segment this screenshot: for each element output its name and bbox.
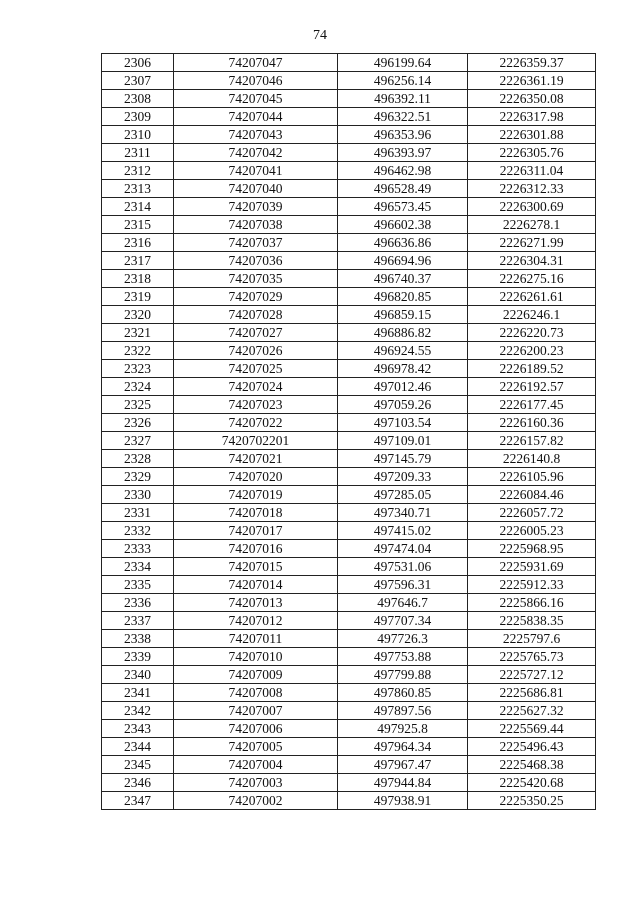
x-coordinate-cell: 497753.88 — [338, 648, 468, 666]
y-coordinate-cell: 2225931.69 — [468, 558, 596, 576]
point-id-cell: 74207005 — [174, 738, 338, 756]
point-id-cell: 74207019 — [174, 486, 338, 504]
row-number-cell: 2338 — [102, 630, 174, 648]
y-coordinate-cell: 2225838.35 — [468, 612, 596, 630]
row-number-cell: 2306 — [102, 54, 174, 72]
x-coordinate-cell: 496859.15 — [338, 306, 468, 324]
point-id-cell: 74207044 — [174, 108, 338, 126]
y-coordinate-cell: 2225797.6 — [468, 630, 596, 648]
table-row — [102, 108, 596, 126]
y-coordinate-cell: 2225420.68 — [468, 774, 596, 792]
coordinates-table-body — [102, 54, 596, 810]
table-row — [102, 504, 596, 522]
table-row — [102, 702, 596, 720]
y-coordinate-cell: 2226312.33 — [468, 180, 596, 198]
x-coordinate-cell: 497474.04 — [338, 540, 468, 558]
x-coordinate-cell: 497925.8 — [338, 720, 468, 738]
y-coordinate-cell: 2225727.12 — [468, 666, 596, 684]
y-coordinate-cell: 2226304.31 — [468, 252, 596, 270]
y-coordinate-cell: 2226105.96 — [468, 468, 596, 486]
y-coordinate-cell: 2226361.19 — [468, 72, 596, 90]
point-id-cell: 74207020 — [174, 468, 338, 486]
table-row — [102, 450, 596, 468]
x-coordinate-cell: 497726.3 — [338, 630, 468, 648]
row-number-cell: 2315 — [102, 216, 174, 234]
row-number-cell: 2329 — [102, 468, 174, 486]
y-coordinate-cell: 2225912.33 — [468, 576, 596, 594]
y-coordinate-cell: 2226275.16 — [468, 270, 596, 288]
y-coordinate-cell: 2226220.73 — [468, 324, 596, 342]
point-id-cell: 74207028 — [174, 306, 338, 324]
table-row — [102, 486, 596, 504]
row-number-cell: 2331 — [102, 504, 174, 522]
table-row — [102, 162, 596, 180]
table-row — [102, 54, 596, 72]
row-number-cell: 2310 — [102, 126, 174, 144]
x-coordinate-cell: 497799.88 — [338, 666, 468, 684]
row-number-cell: 2341 — [102, 684, 174, 702]
row-number-cell: 2345 — [102, 756, 174, 774]
row-number-cell: 2326 — [102, 414, 174, 432]
table-row — [102, 270, 596, 288]
y-coordinate-cell: 2226192.57 — [468, 378, 596, 396]
y-coordinate-cell: 2226350.08 — [468, 90, 596, 108]
point-id-cell: 74207021 — [174, 450, 338, 468]
point-id-cell: 74207037 — [174, 234, 338, 252]
point-id-cell: 74207027 — [174, 324, 338, 342]
point-id-cell: 74207045 — [174, 90, 338, 108]
table-row — [102, 324, 596, 342]
table-row — [102, 720, 596, 738]
y-coordinate-cell: 2225468.38 — [468, 756, 596, 774]
point-id-cell: 74207002 — [174, 792, 338, 810]
table-row — [102, 72, 596, 90]
x-coordinate-cell: 496636.86 — [338, 234, 468, 252]
x-coordinate-cell: 497707.34 — [338, 612, 468, 630]
x-coordinate-cell: 497860.85 — [338, 684, 468, 702]
x-coordinate-cell: 496392.11 — [338, 90, 468, 108]
point-id-cell: 74207041 — [174, 162, 338, 180]
table-row — [102, 144, 596, 162]
y-coordinate-cell: 2226140.8 — [468, 450, 596, 468]
y-coordinate-cell: 2226189.52 — [468, 360, 596, 378]
y-coordinate-cell: 2226301.88 — [468, 126, 596, 144]
point-id-cell: 7420702201 — [174, 432, 338, 450]
table-row — [102, 540, 596, 558]
table-row — [102, 792, 596, 810]
point-id-cell: 74207008 — [174, 684, 338, 702]
row-number-cell: 2346 — [102, 774, 174, 792]
y-coordinate-cell: 2226359.37 — [468, 54, 596, 72]
y-coordinate-cell: 2226300.69 — [468, 198, 596, 216]
y-coordinate-cell: 2225350.25 — [468, 792, 596, 810]
x-coordinate-cell: 496393.97 — [338, 144, 468, 162]
point-id-cell: 74207012 — [174, 612, 338, 630]
y-coordinate-cell: 2226200.23 — [468, 342, 596, 360]
row-number-cell: 2344 — [102, 738, 174, 756]
x-coordinate-cell: 497938.91 — [338, 792, 468, 810]
x-coordinate-cell: 496978.42 — [338, 360, 468, 378]
y-coordinate-cell: 2225496.43 — [468, 738, 596, 756]
x-coordinate-cell: 497897.56 — [338, 702, 468, 720]
table-row — [102, 648, 596, 666]
table-row — [102, 288, 596, 306]
point-id-cell: 74207014 — [174, 576, 338, 594]
row-number-cell: 2319 — [102, 288, 174, 306]
point-id-cell: 74207025 — [174, 360, 338, 378]
table-row — [102, 180, 596, 198]
point-id-cell: 74207017 — [174, 522, 338, 540]
point-id-cell: 74207009 — [174, 666, 338, 684]
row-number-cell: 2339 — [102, 648, 174, 666]
x-coordinate-cell: 496820.85 — [338, 288, 468, 306]
x-coordinate-cell: 496199.64 — [338, 54, 468, 72]
y-coordinate-cell: 2226157.82 — [468, 432, 596, 450]
x-coordinate-cell: 497415.02 — [338, 522, 468, 540]
row-number-cell: 2327 — [102, 432, 174, 450]
y-coordinate-cell: 2225765.73 — [468, 648, 596, 666]
table-row — [102, 216, 596, 234]
row-number-cell: 2317 — [102, 252, 174, 270]
x-coordinate-cell: 497646.7 — [338, 594, 468, 612]
table-row — [102, 90, 596, 108]
coordinates-table — [101, 53, 596, 810]
point-id-cell: 74207007 — [174, 702, 338, 720]
row-number-cell: 2334 — [102, 558, 174, 576]
point-id-cell: 74207022 — [174, 414, 338, 432]
row-number-cell: 2342 — [102, 702, 174, 720]
row-number-cell: 2333 — [102, 540, 174, 558]
x-coordinate-cell: 497967.47 — [338, 756, 468, 774]
row-number-cell: 2337 — [102, 612, 174, 630]
row-number-cell: 2313 — [102, 180, 174, 198]
row-number-cell: 2316 — [102, 234, 174, 252]
point-id-cell: 74207011 — [174, 630, 338, 648]
table-row — [102, 576, 596, 594]
point-id-cell: 74207003 — [174, 774, 338, 792]
x-coordinate-cell: 497209.33 — [338, 468, 468, 486]
x-coordinate-cell: 496573.45 — [338, 198, 468, 216]
x-coordinate-cell: 496886.82 — [338, 324, 468, 342]
table-row — [102, 306, 596, 324]
y-coordinate-cell: 2226005.23 — [468, 522, 596, 540]
point-id-cell: 74207015 — [174, 558, 338, 576]
x-coordinate-cell: 496322.51 — [338, 108, 468, 126]
x-coordinate-cell: 497964.34 — [338, 738, 468, 756]
x-coordinate-cell: 497944.84 — [338, 774, 468, 792]
row-number-cell: 2336 — [102, 594, 174, 612]
y-coordinate-cell: 2225866.16 — [468, 594, 596, 612]
table-row — [102, 252, 596, 270]
point-id-cell: 74207023 — [174, 396, 338, 414]
row-number-cell: 2324 — [102, 378, 174, 396]
point-id-cell: 74207038 — [174, 216, 338, 234]
y-coordinate-cell: 2226177.45 — [468, 396, 596, 414]
table-row — [102, 522, 596, 540]
point-id-cell: 74207046 — [174, 72, 338, 90]
row-number-cell: 2320 — [102, 306, 174, 324]
page-number: 74 — [313, 28, 327, 43]
point-id-cell: 74207024 — [174, 378, 338, 396]
row-number-cell: 2340 — [102, 666, 174, 684]
point-id-cell: 74207004 — [174, 756, 338, 774]
table-row — [102, 558, 596, 576]
table-row — [102, 342, 596, 360]
table-row — [102, 468, 596, 486]
x-coordinate-cell: 497531.06 — [338, 558, 468, 576]
row-number-cell: 2323 — [102, 360, 174, 378]
x-coordinate-cell: 497012.46 — [338, 378, 468, 396]
row-number-cell: 2318 — [102, 270, 174, 288]
x-coordinate-cell: 497285.05 — [338, 486, 468, 504]
table-row — [102, 432, 596, 450]
x-coordinate-cell: 497145.79 — [338, 450, 468, 468]
row-number-cell: 2335 — [102, 576, 174, 594]
point-id-cell: 74207018 — [174, 504, 338, 522]
row-number-cell: 2307 — [102, 72, 174, 90]
x-coordinate-cell: 497059.26 — [338, 396, 468, 414]
x-coordinate-cell: 496353.96 — [338, 126, 468, 144]
x-coordinate-cell: 496528.49 — [338, 180, 468, 198]
x-coordinate-cell: 496694.96 — [338, 252, 468, 270]
point-id-cell: 74207039 — [174, 198, 338, 216]
table-row — [102, 756, 596, 774]
y-coordinate-cell: 2225627.32 — [468, 702, 596, 720]
table-row — [102, 126, 596, 144]
row-number-cell: 2332 — [102, 522, 174, 540]
point-id-cell: 74207040 — [174, 180, 338, 198]
x-coordinate-cell: 496740.37 — [338, 270, 468, 288]
point-id-cell: 74207016 — [174, 540, 338, 558]
row-number-cell: 2314 — [102, 198, 174, 216]
point-id-cell: 74207029 — [174, 288, 338, 306]
point-id-cell: 74207047 — [174, 54, 338, 72]
table-row — [102, 684, 596, 702]
row-number-cell: 2328 — [102, 450, 174, 468]
row-number-cell: 2347 — [102, 792, 174, 810]
x-coordinate-cell: 497109.01 — [338, 432, 468, 450]
y-coordinate-cell: 2226261.61 — [468, 288, 596, 306]
y-coordinate-cell: 2225686.81 — [468, 684, 596, 702]
table-row — [102, 630, 596, 648]
row-number-cell: 2312 — [102, 162, 174, 180]
y-coordinate-cell: 2226084.46 — [468, 486, 596, 504]
table-row — [102, 198, 596, 216]
point-id-cell: 74207026 — [174, 342, 338, 360]
y-coordinate-cell: 2226278.1 — [468, 216, 596, 234]
y-coordinate-cell: 2226311.04 — [468, 162, 596, 180]
x-coordinate-cell: 497340.71 — [338, 504, 468, 522]
table-row — [102, 774, 596, 792]
row-number-cell: 2308 — [102, 90, 174, 108]
y-coordinate-cell: 2226271.99 — [468, 234, 596, 252]
x-coordinate-cell: 497596.31 — [338, 576, 468, 594]
y-coordinate-cell: 2226057.72 — [468, 504, 596, 522]
table-row — [102, 378, 596, 396]
y-coordinate-cell: 2225569.44 — [468, 720, 596, 738]
table-row — [102, 738, 596, 756]
table-row — [102, 666, 596, 684]
point-id-cell: 74207035 — [174, 270, 338, 288]
point-id-cell: 74207036 — [174, 252, 338, 270]
y-coordinate-cell: 2226246.1 — [468, 306, 596, 324]
table-row — [102, 396, 596, 414]
row-number-cell: 2322 — [102, 342, 174, 360]
table-row — [102, 594, 596, 612]
table-row — [102, 234, 596, 252]
row-number-cell: 2311 — [102, 144, 174, 162]
row-number-cell: 2343 — [102, 720, 174, 738]
row-number-cell: 2321 — [102, 324, 174, 342]
table-row — [102, 360, 596, 378]
point-id-cell: 74207042 — [174, 144, 338, 162]
y-coordinate-cell: 2226160.36 — [468, 414, 596, 432]
y-coordinate-cell: 2225968.95 — [468, 540, 596, 558]
point-id-cell: 74207013 — [174, 594, 338, 612]
point-id-cell: 74207006 — [174, 720, 338, 738]
row-number-cell: 2309 — [102, 108, 174, 126]
point-id-cell: 74207010 — [174, 648, 338, 666]
y-coordinate-cell: 2226317.98 — [468, 108, 596, 126]
row-number-cell: 2325 — [102, 396, 174, 414]
x-coordinate-cell: 497103.54 — [338, 414, 468, 432]
y-coordinate-cell: 2226305.76 — [468, 144, 596, 162]
x-coordinate-cell: 496924.55 — [338, 342, 468, 360]
row-number-cell: 2330 — [102, 486, 174, 504]
table-row — [102, 612, 596, 630]
x-coordinate-cell: 496256.14 — [338, 72, 468, 90]
table-row — [102, 414, 596, 432]
point-id-cell: 74207043 — [174, 126, 338, 144]
x-coordinate-cell: 496462.98 — [338, 162, 468, 180]
x-coordinate-cell: 496602.38 — [338, 216, 468, 234]
